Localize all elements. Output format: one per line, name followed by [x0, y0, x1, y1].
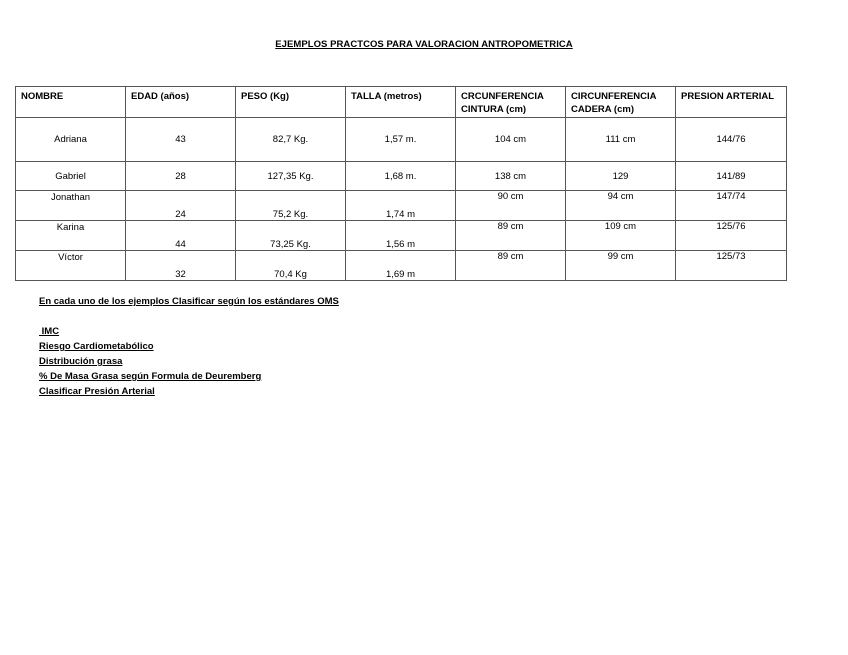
cell-cadera: 99 cm — [566, 251, 676, 281]
cell-talla: 1,57 m. — [346, 118, 456, 162]
cell-peso: 82,7 Kg. — [236, 118, 346, 162]
table-row — [16, 118, 787, 162]
cell-cadera: 94 cm — [566, 191, 676, 221]
instructions-block — [39, 294, 339, 399]
cell-peso: 75,2 Kg. — [236, 191, 346, 221]
cell-cintura: 89 cm — [456, 221, 566, 251]
cell-presion: 125/76 — [676, 221, 787, 251]
cell-edad: 44 — [126, 221, 236, 251]
cell-cadera: 129 — [566, 162, 676, 191]
cell-edad: 32 — [126, 251, 236, 281]
cell-peso: 127,35 Kg. — [236, 162, 346, 191]
cell-talla: 1,56 m — [346, 221, 456, 251]
instruction-item-riesgo: Riesgo Cardiometabólico — [39, 341, 154, 352]
header-talla: TALLA (metros) — [346, 87, 456, 118]
cell-peso: 73,25 Kg. — [236, 221, 346, 251]
table-row — [16, 191, 787, 221]
cell-cadera: 109 cm — [566, 221, 676, 251]
cell-talla: 1,68 m. — [346, 162, 456, 191]
cell-peso: 70,4 Kg — [236, 251, 346, 281]
cell-cintura: 90 cm — [456, 191, 566, 221]
instruction-item-imc: IMC — [39, 326, 60, 337]
cell-cintura: 138 cm — [456, 162, 566, 191]
instruction-item-distribucion: Distribución grasa — [39, 356, 123, 367]
table-row — [16, 221, 787, 251]
header-cadera: CIRCUNFERENCIA CADERA (cm) — [566, 87, 676, 118]
header-nombre: NOMBRE — [16, 87, 126, 118]
cell-nombre: Gabriel — [16, 162, 126, 191]
cell-edad: 43 — [126, 118, 236, 162]
cell-talla: 1,74 m — [346, 191, 456, 221]
header-cintura: CRCUNFERENCIA CINTURA (cm) — [456, 87, 566, 118]
spacer — [39, 309, 339, 324]
table-header-row — [16, 87, 787, 118]
cell-presion: 147/74 — [676, 191, 787, 221]
instructions-heading: En cada uno de los ejemplos Clasificar según los estándares OMS — [39, 296, 339, 307]
document-title: EJEMPLOS PRACTCOS PARA VALORACION ANTROPOMETRICA — [275, 39, 573, 50]
cell-presion: 144/76 — [676, 118, 787, 162]
instruction-item-presion: Clasificar Presión Arterial — [39, 386, 155, 397]
table-row — [16, 162, 787, 191]
cell-edad: 24 — [126, 191, 236, 221]
anthropometric-table — [15, 86, 787, 281]
cell-nombre: Adriana — [16, 118, 126, 162]
header-edad: EDAD (años) — [126, 87, 236, 118]
cell-presion: 125/73 — [676, 251, 787, 281]
cell-edad: 28 — [126, 162, 236, 191]
instruction-item-masa-grasa: % De Masa Grasa según Formula de Deuremberg — [39, 371, 262, 382]
cell-nombre: Karina — [16, 221, 126, 251]
header-presion: PRESION ARTERIAL — [676, 87, 787, 118]
cell-nombre: Jonathan — [16, 191, 126, 221]
cell-talla: 1,69 m — [346, 251, 456, 281]
cell-cintura: 89 cm — [456, 251, 566, 281]
cell-cintura: 104 cm — [456, 118, 566, 162]
table-row — [16, 251, 787, 281]
cell-cadera: 111 cm — [566, 118, 676, 162]
cell-presion: 141/89 — [676, 162, 787, 191]
header-peso: PESO (Kg) — [236, 87, 346, 118]
cell-nombre: Víctor — [16, 251, 126, 281]
